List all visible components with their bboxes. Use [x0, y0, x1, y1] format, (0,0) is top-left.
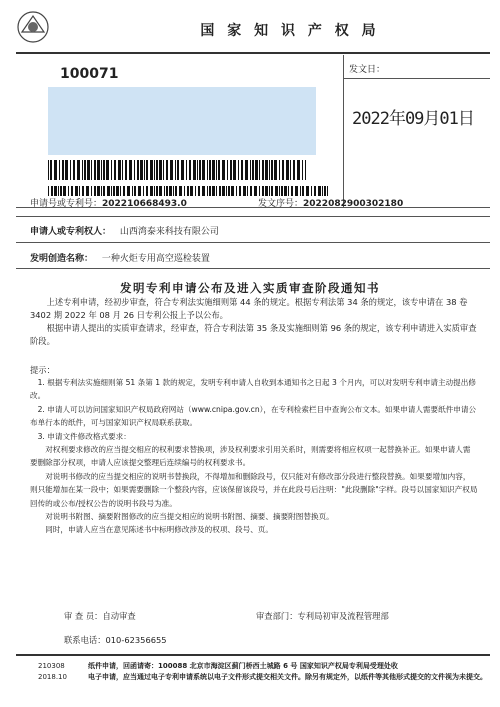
row-rule-2 — [16, 242, 490, 243]
date-label-rule — [343, 78, 490, 79]
notice-paragraph-2: 根据申请人提出的实质审查请求，经审查，符合专利法第 35 条及实施细则第 96 条的规定，该专利申请进入实质审查阶段。 — [30, 323, 477, 346]
invention-title-label: 发明创造名称： — [30, 254, 94, 264]
serial-row — [258, 196, 403, 209]
serial-value: 2022082900302180 — [303, 199, 404, 209]
row-rule-1 — [16, 216, 490, 217]
examiner-label: 审 查 员： — [64, 611, 103, 621]
phone-label: 联系电话： — [64, 635, 106, 645]
tip-3b: 对说明书修改的应当提交相应的说明书替换段，不得增加和删除段号，仅只能对有修改部分段进行整段替换。如果要增加内容，则只能增加在某一段中；如果需要删除一个整段内容，应该保留该段号，并在此段号后注明："此段删除"字样。段号以国家知识产权局回传的或公布/授权公告的说明书段号为准。 — [30, 472, 478, 508]
redacted-address-block — [48, 87, 316, 155]
examiner-row — [64, 610, 136, 622]
app-no-value: 202210668493.0 — [102, 199, 187, 209]
tips-heading: 提示： — [30, 365, 55, 375]
department-label: 审查部门： — [256, 611, 298, 621]
serial-label: 发文序号： — [258, 199, 304, 209]
applicant-row — [30, 224, 219, 237]
send-date-label: 发文日： — [349, 65, 386, 75]
form-version: 2018.10 — [38, 673, 67, 681]
send-date: 2022年09月01日 — [352, 109, 474, 129]
tip-1: 1. 根据专利法实施细则第 51 条第 1 款的规定，发明专利申请人自收到本通知书之日起 3 个月内，可以对发明专利申请主动提出修改。 — [30, 378, 476, 401]
paper-submission-note: 纸件申请，回函请寄：100088 北京市海淀区蓟门桥西土城路 6 号 国家知识产权局专利局受理处收 — [88, 662, 398, 670]
header-rule — [16, 52, 490, 54]
department-value: 专利局初审及流程管理部 — [297, 611, 389, 621]
phone-value: 010-62356655 — [105, 635, 167, 645]
row-rule-3 — [16, 268, 490, 269]
invention-title-value: 一种火炬专用高空巡检装置 — [101, 254, 210, 264]
postcode: 100071 — [60, 66, 119, 82]
department-row — [256, 610, 389, 622]
postal-barcode — [48, 160, 306, 180]
invention-title-row — [30, 251, 210, 264]
tip-2: 2. 申请人可以访问国家知识产权局政府网站（www.cnipa.gov.cn），在专利检索栏目中查询公布文本。如果申请人需要纸件申请公布单行本的纸件，可与国家知识产权局联系获取。 — [30, 405, 477, 428]
tip-3: 3. 申请文件修改格式要求： — [37, 432, 131, 441]
tip-3d: 同时，申请人应当在意见陈述书中标明修改涉及的权项、段号、页。 — [45, 525, 273, 534]
office-name: 国 家 知 识 产 权 局 — [200, 23, 380, 39]
notice-title: 发明专利申请公布及进入实质审查阶段通知书 — [120, 281, 380, 295]
document-barcode — [48, 186, 328, 196]
footer-rule — [16, 654, 490, 656]
examiner-value: 自动审查 — [102, 611, 136, 621]
tip-3a: 对权利要求修改的应当提交相应的权利要求替换项，涉及权利要求引用关系时，则需要将相应权项一起替换补正。如果申请人需要删除部分权项，申请人应该提交整理后连续编号的权利要求书。 — [30, 445, 471, 468]
electronic-submission-note: 电子申请，应当通过电子专利申请系统以电子文件形式提交相关文件。除另有规定外，以纸件等其他形式提交的文件视为未提交。 — [88, 673, 487, 681]
applicant-label: 申请人或专利权人： — [30, 227, 112, 237]
notice-paragraph-1: 上述专利申请，经初步审查，符合专利法实施细则第 44 条的规定。根据专利法第 34 条的规定，该专申请在 38 卷 3402 期 2022 年 08 月 26 日专利公报上予以公布。 — [30, 297, 468, 320]
phone-row — [64, 634, 167, 646]
form-code: 210308 — [38, 662, 65, 670]
applicant-value: 山西湾泰来科技有限公司 — [119, 227, 219, 237]
app-no-row — [30, 196, 187, 209]
app-no-label: 申请号或专利号： — [30, 199, 103, 209]
cnipa-emblem-icon — [16, 10, 50, 44]
tip-3c: 对说明书附图、摘要附图修改的应当提交相应的说明书附图、摘要、摘要附图替换页。 — [45, 512, 334, 521]
